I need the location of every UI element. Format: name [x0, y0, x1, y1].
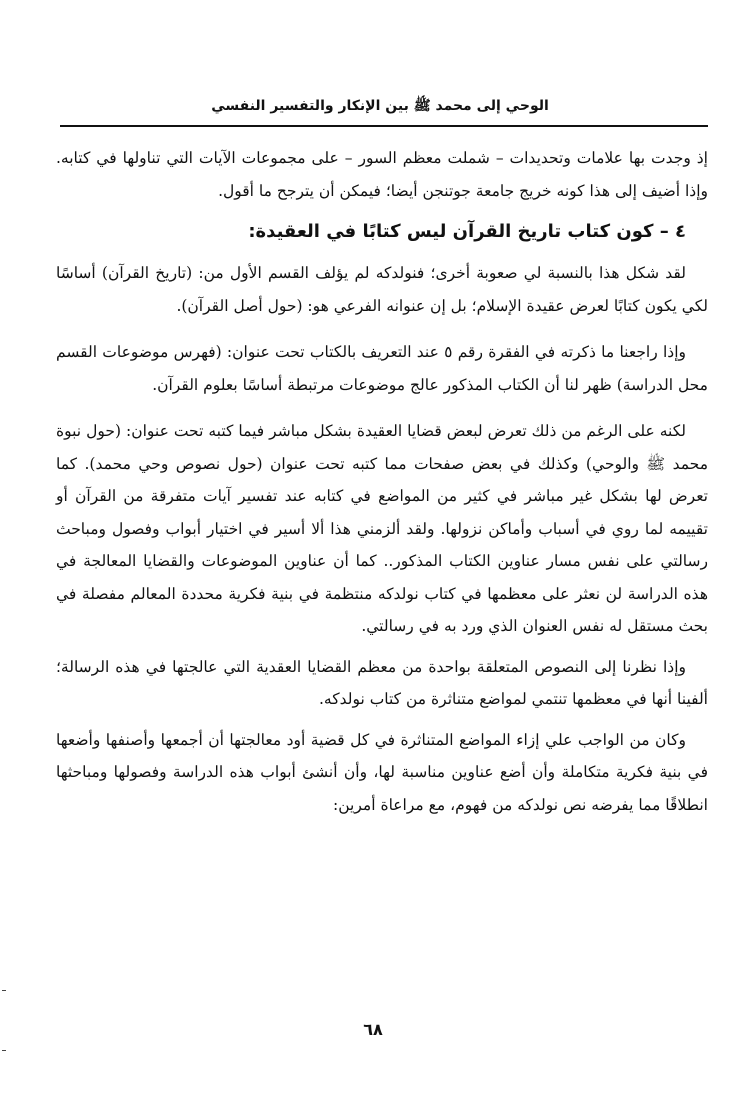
scan-edge-mark: [2, 990, 6, 991]
paragraph: لقد شكل هذا بالنسبة لي صعوبة أخرى؛ فنولدكه لم يؤلف القسم الأول من: (تاريخ القرآن) أساسًا لكي يكون كتابًا لعرض عقيدة الإسلام؛ بل إن عنوانه الفرعي هو: (حول أصل القرآن).: [56, 264, 708, 315]
scan-edge-mark: [2, 1050, 6, 1051]
section-heading: ٤ – كون كتاب تاريخ القرآن ليس كتابًا في العقيدة:: [248, 221, 686, 242]
body-text: [56, 142, 708, 821]
paragraph: لكنه على الرغم من ذلك تعرض لبعض قضايا العقيدة بشكل مباشر فيما كتبه تحت عنوان: (حول نبوة محمد ﷺ والوحي) وكذلك في بعض صفحات مما كتبه تحت عنوان (حول نصوص وحي محمد). كما تعرض لها بشكل غير مباشر في كثير من المواضع في كتابه عند تفسير آيات متفرقة من القرآن أو تقييمه لما روي في أسباب وأماكن نزولها. ولقد ألزمني هذا ألا أسير في اختيار أبواب وفصول ومباحث رسالتي على نفس مسار عناوين الكتاب المذكور.. كما أن عناوين الموضوعات والقضايا المعالجة في هذه الدراسة لن نعثر على معظمها في كتاب نولدكه منتظمة في بنية فكرية محددة المعالم مفصلة في بحث مستقل له نفس العنوان الذي ورد به في رسالتي.: [56, 422, 708, 635]
paragraph: إذ وجدت بها علامات وتحديدات – شملت معظم السور – على مجموعات الآيات التي تناولها في كتابه. وإذا أضيف إلى هذا كونه خريج جامعة جوتنجن أيضا؛ فيمكن أن يترجح ما أقول.: [56, 149, 708, 200]
header-rule: [60, 125, 708, 127]
paragraph: وإذا نظرنا إلى النصوص المتعلقة بواحدة من معظم القضايا العقدية التي عالجتها في هذه الرسالة؛ ألفينا أنها في معظمها تنتمي لمواضع متناثرة من كتاب نولدكه.: [56, 657, 708, 708]
page-number: ٦٨: [363, 1020, 383, 1039]
paragraph: وإذا راجعنا ما ذكرته في الفقرة رقم ٥ عند التعريف بالكتاب تحت عنوان: (فهرس موضوعات القسم محل الدراسة) ظهر لنا أن الكتاب المذكور عالج موضوعات مرتبطة أساسًا بعلوم القرآن.: [56, 343, 708, 394]
paragraph: وكان من الواجب علي إزاء المواضع المتناثرة في كل قضية أود معالجتها أن أجمعها وأصنفها وأضعها في بنية فكرية متكاملة وأن أضع عناوين مناسبة لها، وأن أنشئ أبواب هذه الدراسة وفصولها ومباحثها انطلاقًا مما يفرضه نص نولدكه من فهوم، مع مراعاة أمرين:: [56, 730, 708, 814]
running-header: الوحي إلى محمد ﷺ بين الإنكار والتفسير النفسي: [211, 98, 549, 114]
